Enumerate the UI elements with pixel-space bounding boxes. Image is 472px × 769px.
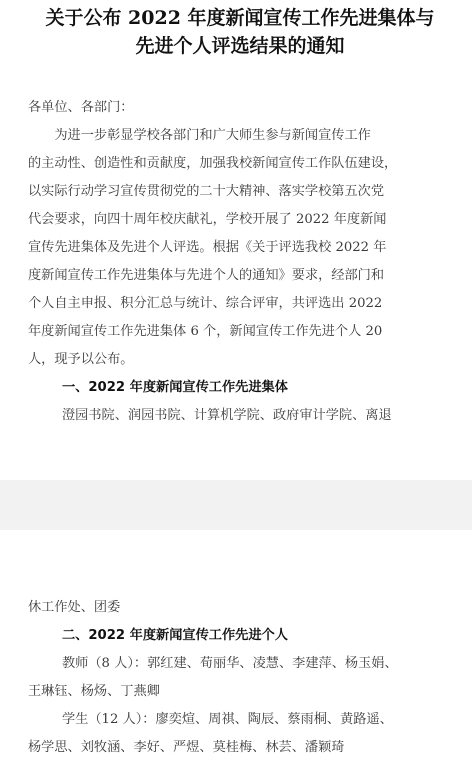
document-page-2 xyxy=(0,530,472,769)
body-line: 年度新闻宣传工作先进集体 6 个，新闻宣传工作先进个人 20 xyxy=(28,324,383,339)
section-1-heading: 一、2022 年度新闻宣传工作先进集体 xyxy=(62,380,288,395)
section-1-text: 澄园书院、润园书院、计算机学院、政府审计学院、离退 xyxy=(62,408,392,423)
section-1-text: 休工作处、团委 xyxy=(28,600,121,615)
body-line: 度新闻宣传工作先进集体与先进个人的通知》要求，经部门和 xyxy=(28,268,385,283)
teachers-list: 王琳钰、杨炀、丁燕卿 xyxy=(28,684,160,699)
students-list: 学生（12 人）：廖奕煊、周祺、陶辰、蔡雨桐、黄路遥、 xyxy=(62,712,393,727)
section-2-heading: 二、2022 年度新闻宣传工作先进个人 xyxy=(62,628,288,643)
salutation: 各单位、各部门： xyxy=(28,100,134,115)
title-line-1: 关于公布 2022 年度新闻宣传工作先进集体与 xyxy=(45,7,435,29)
body-line: 个人自主申报、积分汇总与统计、综合评审，共评选出 2022 xyxy=(28,296,383,311)
body-line: 代会要求，向四十周年校庆献礼，学校开展了 2022 年度新闻 xyxy=(28,212,387,227)
document-title xyxy=(30,4,450,60)
body-line: 的主动性、创造性和贡献度，加强我校新闻宣传工作队伍建设， xyxy=(28,156,398,171)
teachers-list: 教师（8 人）：郭红建、荀丽华、凌慧、李建萍、杨玉娟、 xyxy=(62,656,398,671)
page-separator xyxy=(0,480,472,530)
title-line-2: 先进个人评选结果的通知 xyxy=(135,35,345,57)
body-line: 人，现予以公布。 xyxy=(28,352,134,367)
body-line: 为进一步彰显学校各部门和广大师生参与新闻宣传工作 xyxy=(28,128,371,143)
body-line: 宣传先进集体及先进个人评选。根据《关于评选我校 2022 年 xyxy=(28,240,387,255)
students-list: 杨学思、刘牧涵、李好、严煜、莫桂梅、林芸、潘颖琦 xyxy=(28,740,345,755)
body-line: 以实际行动学习宣传贯彻党的二十大精神、落实学校第五次党 xyxy=(28,184,385,199)
